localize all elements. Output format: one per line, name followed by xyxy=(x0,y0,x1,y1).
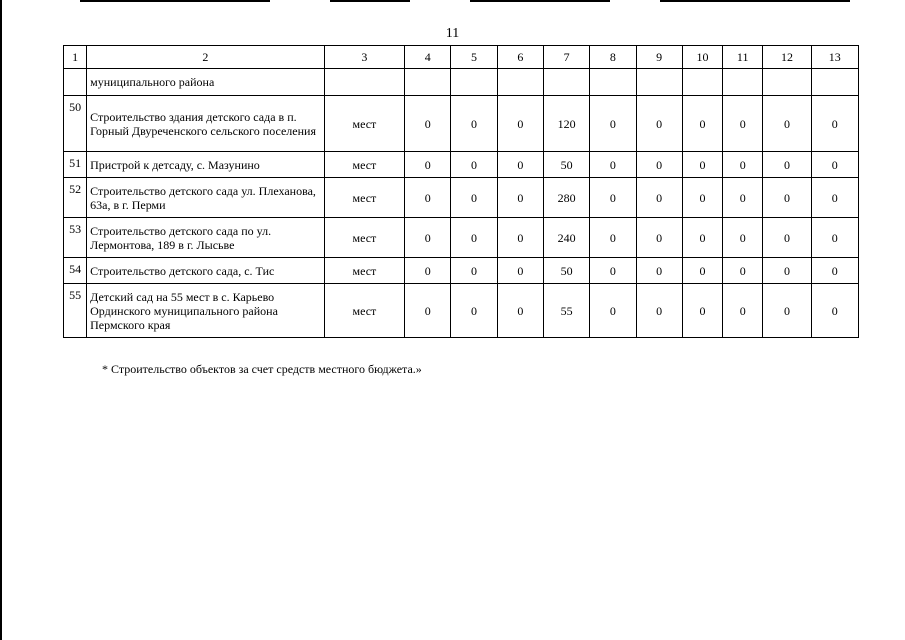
row-value: 0 xyxy=(682,178,722,218)
column-header: 6 xyxy=(497,46,543,69)
data-table xyxy=(63,45,859,338)
row-value: 0 xyxy=(723,178,763,218)
row-unit: мест xyxy=(324,284,405,338)
row-value: 55 xyxy=(543,284,589,338)
row-value: 0 xyxy=(451,258,497,284)
row-value: 0 xyxy=(405,218,451,258)
row-name: Строительство детского сада ул. Плеханова, 63а, в г. Перми xyxy=(87,178,324,218)
column-header: 9 xyxy=(636,46,682,69)
column-header: 5 xyxy=(451,46,497,69)
table-header-row xyxy=(64,46,859,69)
row-value: 0 xyxy=(497,96,543,152)
scan-artifact xyxy=(330,0,410,2)
empty-cell xyxy=(811,69,858,96)
scan-artifact xyxy=(80,0,270,2)
row-value: 0 xyxy=(497,218,543,258)
empty-cell xyxy=(543,69,589,96)
row-number: 52 xyxy=(64,178,87,218)
row-value: 0 xyxy=(590,218,636,258)
row-value: 0 xyxy=(763,284,811,338)
empty-cell xyxy=(723,69,763,96)
table-row xyxy=(64,69,859,96)
row-number: 54 xyxy=(64,258,87,284)
row-value: 0 xyxy=(763,178,811,218)
row-value: 50 xyxy=(543,152,589,178)
row-name: муниципального района xyxy=(87,69,324,96)
row-value: 0 xyxy=(405,284,451,338)
row-value: 0 xyxy=(405,96,451,152)
row-value: 0 xyxy=(636,258,682,284)
empty-cell xyxy=(405,69,451,96)
column-header: 10 xyxy=(682,46,722,69)
row-value: 0 xyxy=(497,152,543,178)
row-value: 0 xyxy=(451,284,497,338)
row-name: Строительство здания детского сада в п. Горный Двуреченского сельского поселения xyxy=(87,96,324,152)
row-unit: мест xyxy=(324,218,405,258)
row-name: Детский сад на 55 мест в с. Карьево Ординского муниципального района Пермского края xyxy=(87,284,324,338)
empty-cell xyxy=(682,69,722,96)
empty-cell xyxy=(590,69,636,96)
empty-cell xyxy=(451,69,497,96)
table-row xyxy=(64,152,859,178)
row-value: 0 xyxy=(590,284,636,338)
row-number: 51 xyxy=(64,152,87,178)
footnote: * Строительство объектов за счет средств местного бюджета.» xyxy=(102,362,422,376)
row-value: 0 xyxy=(636,96,682,152)
row-value: 0 xyxy=(763,152,811,178)
row-value: 0 xyxy=(590,152,636,178)
row-value: 0 xyxy=(405,178,451,218)
row-value: 0 xyxy=(763,258,811,284)
column-header: 11 xyxy=(723,46,763,69)
row-number: 50 xyxy=(64,96,87,152)
row-value: 0 xyxy=(763,96,811,152)
row-value: 0 xyxy=(811,96,858,152)
row-unit: мест xyxy=(324,258,405,284)
scan-artifact xyxy=(470,0,610,2)
row-name: Строительство детского сада, с. Тис xyxy=(87,258,324,284)
row-value: 0 xyxy=(682,152,722,178)
row-value: 0 xyxy=(682,258,722,284)
row-value: 0 xyxy=(811,284,858,338)
row-value: 0 xyxy=(723,258,763,284)
row-value: 0 xyxy=(451,96,497,152)
row-value: 0 xyxy=(451,178,497,218)
empty-cell xyxy=(636,69,682,96)
row-value: 0 xyxy=(723,284,763,338)
row-value: 0 xyxy=(590,178,636,218)
row-value: 120 xyxy=(543,96,589,152)
row-value: 280 xyxy=(543,178,589,218)
row-value: 0 xyxy=(682,284,722,338)
column-header: 3 xyxy=(324,46,405,69)
column-header: 8 xyxy=(590,46,636,69)
table-row xyxy=(64,178,859,218)
row-value: 0 xyxy=(636,284,682,338)
column-header: 4 xyxy=(405,46,451,69)
row-unit: мест xyxy=(324,178,405,218)
scan-edge xyxy=(0,0,2,640)
row-value: 0 xyxy=(682,96,722,152)
empty-cell xyxy=(497,69,543,96)
table-row xyxy=(64,218,859,258)
row-number: 55 xyxy=(64,284,87,338)
row-value: 0 xyxy=(497,258,543,284)
table-row xyxy=(64,284,859,338)
table-row xyxy=(64,258,859,284)
row-value: 0 xyxy=(590,96,636,152)
column-header: 1 xyxy=(64,46,87,69)
empty-cell xyxy=(64,69,87,96)
empty-cell xyxy=(324,69,405,96)
row-value: 0 xyxy=(723,96,763,152)
scan-artifact xyxy=(660,0,850,2)
column-header: 12 xyxy=(763,46,811,69)
row-value: 0 xyxy=(451,218,497,258)
row-value: 0 xyxy=(811,178,858,218)
table-row xyxy=(64,96,859,152)
column-header: 13 xyxy=(811,46,858,69)
row-name: Пристрой к детсаду, с. Мазунино xyxy=(87,152,324,178)
row-name: Строительство детского сада по ул. Лермонтова, 189 в г. Лысьве xyxy=(87,218,324,258)
column-header: 2 xyxy=(87,46,324,69)
row-value: 0 xyxy=(636,218,682,258)
row-value: 0 xyxy=(811,152,858,178)
row-value: 0 xyxy=(405,258,451,284)
empty-cell xyxy=(763,69,811,96)
row-value: 0 xyxy=(590,258,636,284)
row-number: 53 xyxy=(64,218,87,258)
row-value: 240 xyxy=(543,218,589,258)
page-number: 11 xyxy=(445,26,460,41)
row-value: 0 xyxy=(723,152,763,178)
row-value: 0 xyxy=(497,284,543,338)
row-value: 0 xyxy=(682,218,722,258)
row-value: 0 xyxy=(811,218,858,258)
row-value: 0 xyxy=(636,152,682,178)
row-value: 0 xyxy=(636,178,682,218)
row-value: 0 xyxy=(451,152,497,178)
row-value: 0 xyxy=(497,178,543,218)
row-value: 0 xyxy=(811,258,858,284)
row-value: 50 xyxy=(543,258,589,284)
row-value: 0 xyxy=(763,218,811,258)
row-unit: мест xyxy=(324,96,405,152)
row-unit: мест xyxy=(324,152,405,178)
row-value: 0 xyxy=(405,152,451,178)
column-header: 7 xyxy=(543,46,589,69)
row-value: 0 xyxy=(723,218,763,258)
